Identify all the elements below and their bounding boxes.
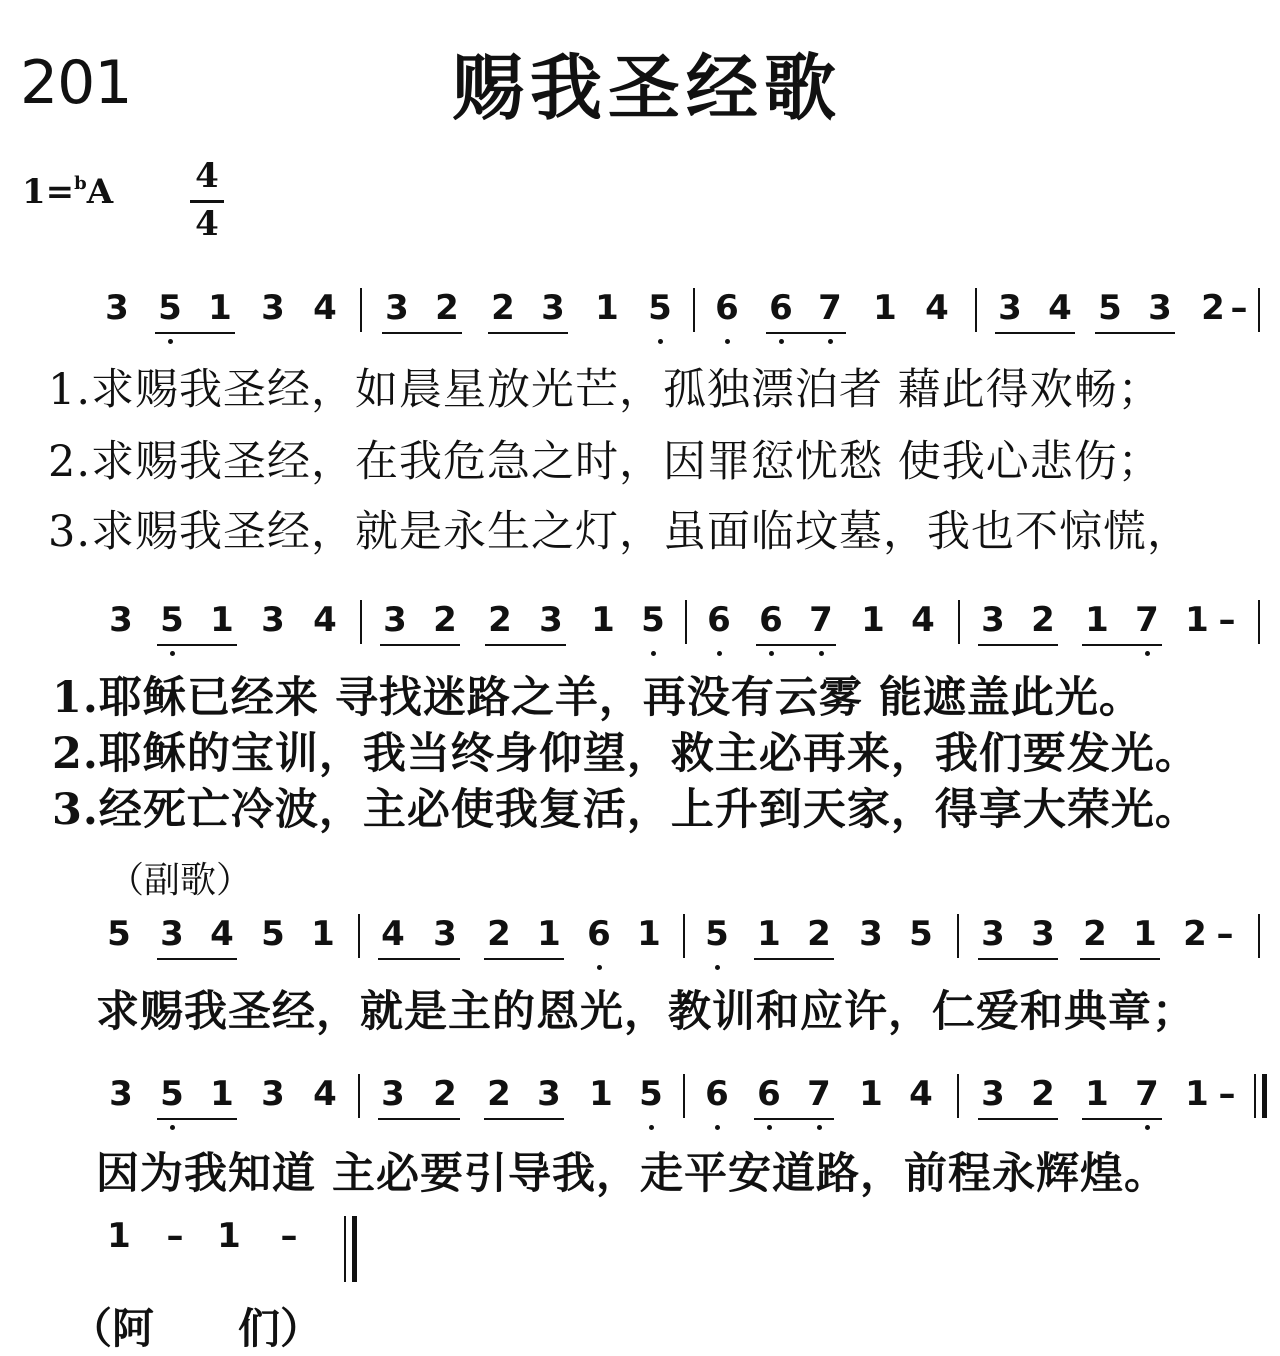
octave-dot <box>819 651 824 656</box>
note: 6 <box>705 1074 729 1114</box>
note: 6 <box>587 914 611 954</box>
bar-line <box>693 288 695 332</box>
octave-dot <box>170 651 175 656</box>
lyric-verse-2: 2.求赐我圣经，在我危急之时，因罪愆忧愁 使我心悲伤； <box>48 437 1162 487</box>
note: 2 <box>487 1074 511 1114</box>
lyric-verse-2: 2.耶稣的宝训，我当终身仰望，救主必再来，我们要发光。 <box>52 729 1199 779</box>
note: 1 <box>595 288 619 328</box>
final-bar-line <box>352 1216 357 1282</box>
octave-dot <box>1145 1125 1150 1130</box>
flat-sign: b <box>74 173 87 194</box>
octave-dot <box>170 1125 175 1130</box>
note: 1 <box>210 600 234 640</box>
note: 1 <box>861 600 885 640</box>
note: – <box>280 1216 298 1256</box>
note: 1 <box>757 914 781 954</box>
amen-lyric: （阿 们） <box>70 1304 323 1353</box>
note: 1 <box>208 288 232 328</box>
note: 6 <box>707 600 731 640</box>
note: 4 <box>909 1074 933 1114</box>
bar-line <box>683 1074 685 1118</box>
beam-underline <box>484 958 564 960</box>
note: 2 <box>433 600 457 640</box>
note: 3 <box>537 1074 561 1114</box>
octave-dot <box>168 339 173 344</box>
note: – <box>1216 914 1234 954</box>
notation-line-3 <box>0 914 1280 974</box>
beam-underline <box>378 1118 460 1120</box>
note: 3 <box>981 914 1005 954</box>
note: 5 <box>1098 288 1122 328</box>
final-bar-line <box>1262 1074 1267 1118</box>
note: 4 <box>381 914 405 954</box>
note: 5 <box>107 914 131 954</box>
time-signature-top: 4 <box>195 156 219 196</box>
note: 2 <box>1201 288 1225 328</box>
octave-dot <box>715 1125 720 1130</box>
beam-underline <box>754 958 834 960</box>
note: 4 <box>210 914 234 954</box>
note: 1 <box>210 1074 234 1114</box>
note: 7 <box>809 600 833 640</box>
beam-underline <box>754 1118 834 1120</box>
beam-underline <box>1082 644 1162 646</box>
octave-dot <box>828 339 833 344</box>
lyric-final-line: 因为我知道 主必要引导我，走平安道路，前程永辉煌。 <box>96 1149 1168 1199</box>
note: 2 <box>433 1074 457 1114</box>
lyric-verse-1: 1.求赐我圣经，如晨星放光芒，孤独漂泊者 藉此得欢畅； <box>48 365 1162 415</box>
note: 7 <box>807 1074 831 1114</box>
bar-line <box>358 914 360 958</box>
octave-dot <box>817 1125 822 1130</box>
beam-underline <box>378 958 460 960</box>
note: 3 <box>261 600 285 640</box>
lyric-chorus: 求赐我圣经，就是主的恩光，教训和应许，仁爱和典章； <box>96 987 1196 1037</box>
notation-line-4 <box>0 1074 1280 1134</box>
note: 4 <box>1048 288 1072 328</box>
notation-line-5 <box>0 1216 400 1276</box>
note: 3 <box>109 1074 133 1114</box>
note: 1 <box>637 914 661 954</box>
octave-dot <box>715 965 720 970</box>
note: – <box>1230 288 1248 328</box>
key-prefix: 1= <box>22 172 75 212</box>
note: 3 <box>998 288 1022 328</box>
note: 1 <box>859 1074 883 1114</box>
lyric-verse-3: 3.经死亡冷波，主必使我复活，上升到天家，得享大荣光。 <box>52 785 1199 835</box>
beam-underline <box>155 332 235 334</box>
note: 1 <box>589 1074 613 1114</box>
note: 1 <box>311 914 335 954</box>
note: 1 <box>1185 600 1209 640</box>
lyric-verse-3: 3.求赐我圣经，就是永生之灯，虽面临坟墓，我也不惊慌， <box>48 507 1192 557</box>
note: 2 <box>1031 1074 1055 1114</box>
bar-line <box>975 288 977 332</box>
note: 2 <box>807 914 831 954</box>
bar-line <box>344 1216 346 1282</box>
notation-line-1 <box>0 288 1280 348</box>
octave-dot <box>658 339 663 344</box>
note: 2 <box>487 914 511 954</box>
note: 6 <box>759 600 783 640</box>
bar-line <box>358 1074 360 1118</box>
note: 5 <box>705 914 729 954</box>
note: 2 <box>491 288 515 328</box>
note: 6 <box>715 288 739 328</box>
note: 6 <box>769 288 793 328</box>
note: 3 <box>105 288 129 328</box>
beam-underline <box>978 1118 1058 1120</box>
note: 5 <box>261 914 285 954</box>
note: – <box>1218 600 1236 640</box>
beam-underline <box>1080 958 1160 960</box>
beam-underline <box>157 958 237 960</box>
note: 3 <box>381 1074 405 1114</box>
note: 2 <box>1183 914 1207 954</box>
note: 4 <box>313 600 337 640</box>
bar-line <box>1258 600 1260 644</box>
note: 2 <box>435 288 459 328</box>
octave-dot <box>779 339 784 344</box>
note: 4 <box>313 288 337 328</box>
note: 3 <box>1148 288 1172 328</box>
bar-line <box>685 600 687 644</box>
hymn-title: 赐我圣经歌 <box>452 45 843 130</box>
note: 7 <box>1135 1074 1159 1114</box>
note: 3 <box>385 288 409 328</box>
bar-line <box>1258 288 1260 332</box>
octave-dot <box>651 651 656 656</box>
note: 1 <box>873 288 897 328</box>
note: – <box>1218 1074 1236 1114</box>
note: – <box>166 1216 184 1256</box>
note: 1 <box>1133 914 1157 954</box>
note: 3 <box>981 600 1005 640</box>
chorus-label: （副歌） <box>108 860 253 901</box>
octave-dot <box>767 1125 772 1130</box>
note: 3 <box>383 600 407 640</box>
hymn-number: 201 <box>20 48 132 118</box>
note: 1 <box>537 914 561 954</box>
beam-underline <box>1095 332 1175 334</box>
beam-underline <box>380 644 460 646</box>
beam-underline <box>157 644 237 646</box>
note: 4 <box>911 600 935 640</box>
octave-dot <box>717 651 722 656</box>
bar-line <box>360 600 362 644</box>
note: 2 <box>488 600 512 640</box>
beam-underline <box>484 1118 564 1120</box>
lyric-verse-1: 1.耶稣已经来 寻找迷路之羊，再没有云雾 能遮盖此光。 <box>52 673 1143 723</box>
note: 3 <box>109 600 133 640</box>
note: 1 <box>217 1216 241 1256</box>
beam-underline <box>157 1118 237 1120</box>
note: 3 <box>539 600 563 640</box>
beam-underline <box>1082 1118 1162 1120</box>
note: 5 <box>648 288 672 328</box>
octave-dot <box>649 1125 654 1130</box>
bar-line <box>1258 914 1260 958</box>
key-signature <box>22 172 113 212</box>
note: 7 <box>818 288 842 328</box>
bar-line <box>957 914 959 958</box>
beam-underline <box>488 332 568 334</box>
notation-line-2 <box>0 600 1280 660</box>
note: 5 <box>160 1074 184 1114</box>
note: 4 <box>925 288 949 328</box>
note: 5 <box>160 600 184 640</box>
time-signature-bottom: 4 <box>195 204 219 244</box>
octave-dot <box>725 339 730 344</box>
note: 3 <box>1031 914 1055 954</box>
note: 6 <box>757 1074 781 1114</box>
note: 7 <box>1135 600 1159 640</box>
note: 1 <box>1185 1074 1209 1114</box>
note: 2 <box>1083 914 1107 954</box>
time-signature-line <box>190 200 224 203</box>
note: 1 <box>1085 1074 1109 1114</box>
note: 5 <box>158 288 182 328</box>
beam-underline <box>978 644 1058 646</box>
note: 2 <box>1031 600 1055 640</box>
note: 1 <box>591 600 615 640</box>
note: 3 <box>261 288 285 328</box>
bar-line <box>1254 1074 1256 1118</box>
note: 1 <box>1085 600 1109 640</box>
note: 4 <box>313 1074 337 1114</box>
bar-line <box>683 914 685 958</box>
beam-underline <box>485 644 566 646</box>
beam-underline <box>995 332 1075 334</box>
bar-line <box>360 288 362 332</box>
beam-underline <box>382 332 462 334</box>
bar-line <box>957 1074 959 1118</box>
note: 1 <box>107 1216 131 1256</box>
key-note: A <box>86 172 114 212</box>
note: 3 <box>433 914 457 954</box>
bar-line <box>958 600 960 644</box>
note: 3 <box>541 288 565 328</box>
beam-underline <box>978 958 1058 960</box>
note: 3 <box>261 1074 285 1114</box>
octave-dot <box>597 965 602 970</box>
note: 5 <box>909 914 933 954</box>
note: 3 <box>981 1074 1005 1114</box>
note: 3 <box>160 914 184 954</box>
note: 3 <box>859 914 883 954</box>
octave-dot <box>769 651 774 656</box>
note: 5 <box>641 600 665 640</box>
beam-underline <box>766 332 846 334</box>
note: 5 <box>639 1074 663 1114</box>
beam-underline <box>756 644 836 646</box>
octave-dot <box>1145 651 1150 656</box>
